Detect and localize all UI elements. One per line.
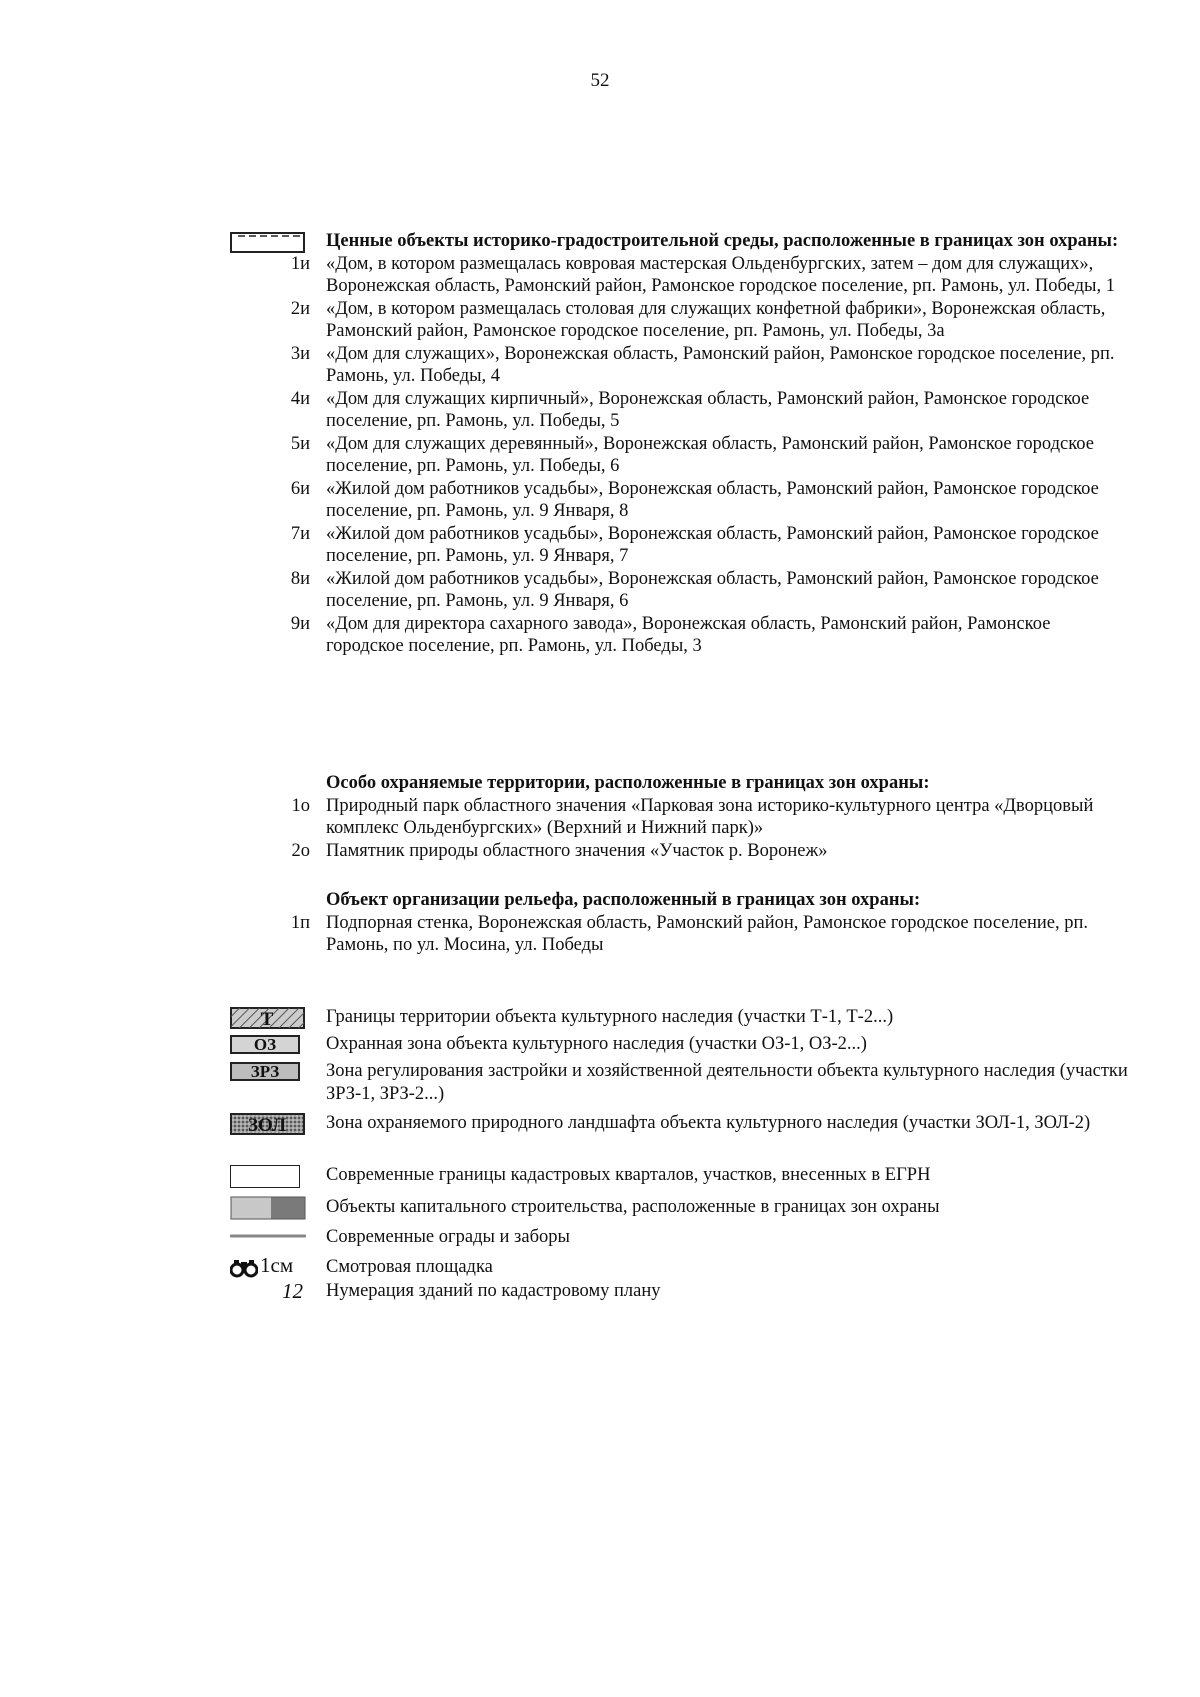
protected-section [228,772,1128,862]
item-text: Подпорная стенка, Воронежская область, Рамонский район, Рамонское городское поселение, рп. Рамонь, по ул. Мосина, ул. Победы [326,912,1088,955]
item-text: «Дом для служащих деревянный», Воронежская область, Рамонский район, Рамонское городское поселение, рп. Рамонь, ул. Победы, 6 [326,433,1094,476]
list-item [228,613,1128,658]
legend-cadastral [228,1164,1128,1187]
valuable-list [228,253,1128,658]
list-item [228,298,1128,343]
landscape-zone-label: ЗОЛ [247,1115,287,1135]
buildings-swatch-icon [230,1196,306,1220]
item-number: 8и [290,568,310,589]
valuable-heading: Ценные объекты историко-градостроительной среды, расположенные в границах зон охраны: [326,231,1119,251]
legend-buildings [228,1196,1128,1219]
item-number: 5и [290,433,310,454]
item-text: «Дом для служащих кирпичный», Воронежская область, Рамонский район, Рамонское городское поселение, рп. Рамонь, ул. Победы, 5 [326,388,1090,431]
valuable-objects-section [228,230,1128,658]
list-item [228,343,1128,388]
legend-protection-zone [228,1033,1128,1056]
item-text: «Жилой дом работников усадьбы», Воронежская область, Рамонский район, Рамонское городское поселение, рп. Рамонь, ул. 9 Января, 7 [326,523,1099,566]
legend-protection-zone-text: Охранная зона объекта культурного наследия (участки ОЗ-1, ОЗ-2...) [326,1034,867,1054]
list-item [228,795,1128,840]
legend-fences-text: Современные ограды и заборы [326,1227,570,1247]
legend-territory-text: Границы территории объекта культурного наследия (участки Т-1, Т-2...) [326,1007,894,1027]
territory-label: Т [260,1009,274,1029]
protected-heading: Особо охраняемые территории, расположенные в границах зон охраны: [326,773,930,793]
item-text: «Жилой дом работников усадьбы», Воронежская область, Рамонский район, Рамонское городское поселение, рп. Рамонь, ул. 9 Января, 8 [326,478,1099,521]
cadastral-box-icon [230,1165,300,1188]
item-number: 1и [290,253,310,274]
list-item [228,523,1128,568]
list-item [228,478,1128,523]
legend-regulation-zone [228,1060,1128,1105]
legend-buildings-text: Объекты капитального строительства, расположенные в границах зон охраны [326,1197,940,1217]
legend-cadastral-text: Современные границы кадастровых кварталов, участков, внесенных в ЕГРН [326,1165,931,1185]
item-number: 1о [291,795,310,816]
item-number: 7и [290,523,310,544]
item-number: 4и [290,388,310,409]
item-text: Памятник природы областного значения «Участок р. Воронеж» [326,840,828,861]
list-item [228,840,1128,863]
item-number: 9и [290,613,310,634]
item-text: «Дом, в котором размещалась ковровая мастерская Ольденбургских, затем – дом для служащих», Воронежская область, Рамонский район, Рамонское городское поселение, рп. Рамонь, ул. Победы, 1 [326,253,1115,296]
list-item [228,388,1128,433]
relief-list [228,912,1128,957]
item-number: 2и [290,298,310,319]
list-item [228,568,1128,613]
legend-viewpoint [228,1253,1128,1279]
legend-landscape-zone-text: Зона охраняемого природного ландшафта объекта культурного наследия (участки ЗОЛ-1, ЗОЛ-2) [326,1113,1091,1133]
item-number: 3и [290,343,310,364]
landscape-zone-icon [230,1113,306,1135]
regulation-zone-badge: ЗРЗ [230,1062,300,1081]
list-item [228,912,1128,957]
legend-landscape-zone [228,1112,1128,1135]
relief-heading: Объект организации рельефа, расположенный в границах зон охраны: [326,890,921,910]
list-item [228,433,1128,478]
binoculars-icon [230,1258,258,1278]
page-number: 52 [590,70,610,91]
item-number: 2о [291,840,310,861]
legend-fences [228,1226,1128,1249]
legend-numbering [228,1280,1128,1303]
legend-regulation-zone-text: Зона регулирования застройки и хозяйственной деятельности объекта культурного наследия (участки ЗРЗ-1, ЗРЗ-2...) [326,1061,1128,1104]
protected-list [228,795,1128,863]
hatched-territory-icon [230,1007,306,1029]
legend-numbering-text: Нумерация зданий по кадастровому плану [326,1281,661,1301]
relief-section [228,889,1128,957]
list-item [228,253,1128,298]
protection-zone-badge: ОЗ [230,1035,300,1054]
item-number: 6и [290,478,310,499]
item-text: Природный парк областного значения «Парковая зона историко-культурного центра «Дворцовый комплекс Ольденбургских» (Верхний и Нижний парк)» [326,795,1094,838]
item-text: «Дом, в котором размещалась столовая для служащих конфетной фабрики», Воронежская область, Рамонский район, Рамонское городское поселение, рп. Рамонь, ул. Победы, 3а [326,298,1106,341]
legend-viewpoint-text: Смотровая площадка [326,1257,493,1277]
item-number: 1п [290,912,310,933]
item-text: «Дом для директора сахарного завода», Воронежская область, Рамонский район, Рамонское городское поселение, рп. Рамонь, ул. Победы, 3 [326,613,1051,656]
dashed-box-icon [230,230,306,254]
item-text: «Жилой дом работников усадьбы», Воронежская область, Рамонский район, Рамонское городское поселение, рп. Рамонь, ул. 9 Января, 6 [326,568,1099,611]
numbering-example-label: 12 [282,1279,303,1303]
legend-territory [228,1006,1128,1029]
item-text: «Дом для служащих», Воронежская область, Рамонский район, Рамонское городское поселение, рп. Рамонь, ул. Победы, 4 [326,343,1115,386]
viewpoint-scale-label: 1см [260,1253,294,1277]
fence-line-icon [230,1232,306,1240]
